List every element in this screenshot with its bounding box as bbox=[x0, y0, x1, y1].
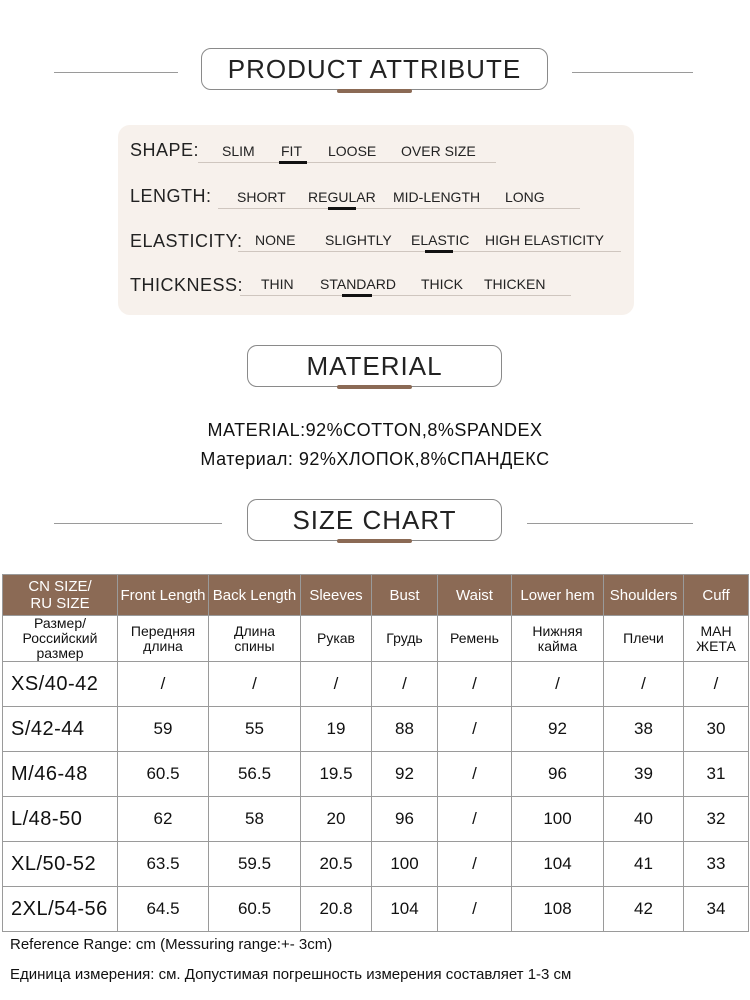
table-row-cell: M/46-48 bbox=[3, 752, 118, 797]
table-row-cell: 60.5 bbox=[118, 752, 209, 797]
table-row-cell: 58 bbox=[209, 797, 301, 842]
elasticity-option-none: NONE bbox=[255, 232, 296, 248]
attribute-panel bbox=[118, 125, 634, 315]
header-row-ru-cell: Размер/ Российский размер bbox=[3, 616, 118, 662]
table-row-cell: 100 bbox=[372, 842, 438, 887]
title-underline bbox=[337, 89, 412, 93]
header-row-en-cell: Lower hem bbox=[512, 575, 604, 616]
length-option-short: SHORT bbox=[237, 189, 286, 205]
table-row-cell: / bbox=[438, 752, 512, 797]
thickness-label: THICKNESS: bbox=[130, 275, 244, 295]
attribute-row-elasticity bbox=[118, 227, 634, 267]
reference-range-note: Reference Range: cm (Messuring range:+- 3cm) bbox=[10, 936, 333, 953]
material-ru: Материал: 92%ХЛОПОК,8%СПАНДЕКС bbox=[200, 449, 550, 469]
table-row-cell: 92 bbox=[512, 707, 604, 752]
table-row-cell: 42 bbox=[604, 887, 684, 932]
title-underline bbox=[337, 539, 412, 543]
table-row-cell: 31 bbox=[684, 752, 749, 797]
length-selected-mark bbox=[328, 207, 356, 210]
table-row-cell: S/42-44 bbox=[3, 707, 118, 752]
shape-option-loose: LOOSE bbox=[328, 143, 377, 159]
size-chart-header bbox=[0, 499, 750, 549]
header-row-en-cell: Back Length bbox=[209, 575, 301, 616]
table-row-cell: / bbox=[438, 842, 512, 887]
table-row-cell: XL/50-52 bbox=[3, 842, 118, 887]
table-row bbox=[3, 752, 749, 797]
table-row-cell: / bbox=[604, 662, 684, 707]
table-row-cell: 38 bbox=[604, 707, 684, 752]
material-title bbox=[247, 345, 502, 387]
table-row-cell: / bbox=[684, 662, 749, 707]
table-row-cell: / bbox=[438, 887, 512, 932]
header-row-en bbox=[3, 575, 749, 616]
table-row-cell: 39 bbox=[604, 752, 684, 797]
attribute-row-thickness bbox=[118, 271, 634, 311]
header-row-en-cell: Waist bbox=[438, 575, 512, 616]
length-option-regular: REGULAR bbox=[308, 189, 376, 205]
material-header bbox=[0, 345, 750, 395]
attribute-row-length bbox=[118, 184, 634, 224]
table-row-cell: / bbox=[372, 662, 438, 707]
header-row-ru-cell: Грудь bbox=[372, 616, 438, 662]
table-row-cell: 96 bbox=[512, 752, 604, 797]
table-row-cell: 2XL/54-56 bbox=[3, 887, 118, 932]
table-row-cell: 56.5 bbox=[209, 752, 301, 797]
table-row-cell: 19 bbox=[301, 707, 372, 752]
table-row-cell: 41 bbox=[604, 842, 684, 887]
table-row-cell: 34 bbox=[684, 887, 749, 932]
shape-label: SHAPE: bbox=[130, 140, 200, 160]
header-row-ru-cell: Передняя длина bbox=[118, 616, 209, 662]
header-row-ru-cell: Нижняя кайма bbox=[512, 616, 604, 662]
table-row-cell: 20 bbox=[301, 797, 372, 842]
table-row-cell: / bbox=[438, 797, 512, 842]
table-row-cell: 92 bbox=[372, 752, 438, 797]
thickness-option-standard: STANDARD bbox=[320, 276, 396, 292]
thickness-selected-mark bbox=[342, 294, 372, 297]
table-row-cell: 19.5 bbox=[301, 752, 372, 797]
measurement-note-ru: Единица измерения: см. Допустимая погрешность измерения составляет 1-3 см bbox=[10, 966, 572, 983]
table-row-cell: 64.5 bbox=[118, 887, 209, 932]
header-row-ru-cell: МАН ЖЕТА bbox=[684, 616, 749, 662]
table-row-cell: 96 bbox=[372, 797, 438, 842]
table-row-cell: 88 bbox=[372, 707, 438, 752]
header-row-en-cell: Cuff bbox=[684, 575, 749, 616]
header-row-ru-cell: Ремень bbox=[438, 616, 512, 662]
elasticity-option-high-elasticity: HIGH ELASTICITY bbox=[485, 232, 605, 248]
table-row-cell: 40 bbox=[604, 797, 684, 842]
length-option-mid-length: MID-LENGTH bbox=[393, 189, 481, 205]
size-chart-title bbox=[247, 499, 502, 541]
table-row bbox=[3, 707, 749, 752]
product-attribute-header bbox=[0, 48, 750, 98]
material-title-text: MATERIAL bbox=[306, 350, 443, 381]
shape-option-fit: FIT bbox=[281, 143, 302, 159]
header-row-en-cell: Bust bbox=[372, 575, 438, 616]
table-row-cell: / bbox=[301, 662, 372, 707]
size-chart-title-text: SIZE CHART bbox=[292, 504, 457, 535]
product-attribute-title bbox=[201, 48, 548, 90]
table-row bbox=[3, 797, 749, 842]
table-row-cell: 59 bbox=[118, 707, 209, 752]
table-row bbox=[3, 662, 749, 707]
table-row bbox=[3, 842, 749, 887]
header-row-en-cell: Shoulders bbox=[604, 575, 684, 616]
thickness-line bbox=[240, 295, 571, 296]
header-row-ru-cell: Плечи bbox=[604, 616, 684, 662]
elasticity-selected-mark bbox=[425, 250, 453, 253]
table-row-cell: 104 bbox=[512, 842, 604, 887]
header-row-en-cell: Sleeves bbox=[301, 575, 372, 616]
table-row-cell: 100 bbox=[512, 797, 604, 842]
header-row-ru bbox=[3, 616, 749, 662]
table-row-cell: 104 bbox=[372, 887, 438, 932]
table-row-cell: 62 bbox=[118, 797, 209, 842]
elasticity-option-slightly: SLIGHTLY bbox=[325, 232, 392, 248]
shape-option-slim: SLIM bbox=[222, 143, 255, 159]
length-label: LENGTH: bbox=[130, 186, 212, 206]
table-row-cell: / bbox=[209, 662, 301, 707]
table-row-cell: 55 bbox=[209, 707, 301, 752]
elasticity-label: ELASTICITY: bbox=[130, 231, 243, 251]
divider-left bbox=[54, 523, 222, 524]
divider-right bbox=[527, 523, 693, 524]
table-row-cell: 33 bbox=[684, 842, 749, 887]
table-row-cell: 60.5 bbox=[209, 887, 301, 932]
table-row-cell: / bbox=[512, 662, 604, 707]
header-row-en-cell: CN SIZE/ RU SIZE bbox=[3, 575, 118, 616]
table-row-cell: 30 bbox=[684, 707, 749, 752]
table-row-cell: / bbox=[438, 662, 512, 707]
length-line bbox=[218, 208, 580, 209]
table-row-cell: 59.5 bbox=[209, 842, 301, 887]
size-chart-table bbox=[2, 574, 749, 932]
header-row-en-cell: Front Length bbox=[118, 575, 209, 616]
thickness-option-thin: THIN bbox=[261, 276, 294, 292]
material-en: MATERIAL:92%COTTON,8%SPANDEX bbox=[207, 420, 543, 440]
divider-right bbox=[572, 72, 693, 73]
table-row-cell: 63.5 bbox=[118, 842, 209, 887]
shape-option-oversize: OVER SIZE bbox=[401, 143, 476, 159]
table-row-cell: / bbox=[118, 662, 209, 707]
length-option-long: LONG bbox=[505, 189, 545, 205]
table-row-cell: / bbox=[438, 707, 512, 752]
header-row-ru-cell: Рукав bbox=[301, 616, 372, 662]
table-row-cell: 32 bbox=[684, 797, 749, 842]
divider-left bbox=[54, 72, 178, 73]
header-row-ru-cell: Длина спины bbox=[209, 616, 301, 662]
shape-line bbox=[198, 162, 496, 163]
thickness-option-thicken: THICKEN bbox=[484, 276, 546, 292]
table-row-cell: 20.8 bbox=[301, 887, 372, 932]
product-attribute-title-text: PRODUCT ATTRIBUTE bbox=[227, 53, 522, 84]
table-row-cell: 20.5 bbox=[301, 842, 372, 887]
elasticity-option-elastic: ELASTIC bbox=[411, 232, 470, 248]
attribute-row-shape bbox=[118, 138, 634, 178]
table-row-cell: 108 bbox=[512, 887, 604, 932]
shape-selected-mark bbox=[279, 161, 307, 164]
table-row bbox=[3, 887, 749, 932]
table-row-cell: L/48-50 bbox=[3, 797, 118, 842]
table-row-cell: XS/40-42 bbox=[3, 662, 118, 707]
thickness-option-thick: THICK bbox=[421, 276, 463, 292]
title-underline bbox=[337, 385, 412, 389]
